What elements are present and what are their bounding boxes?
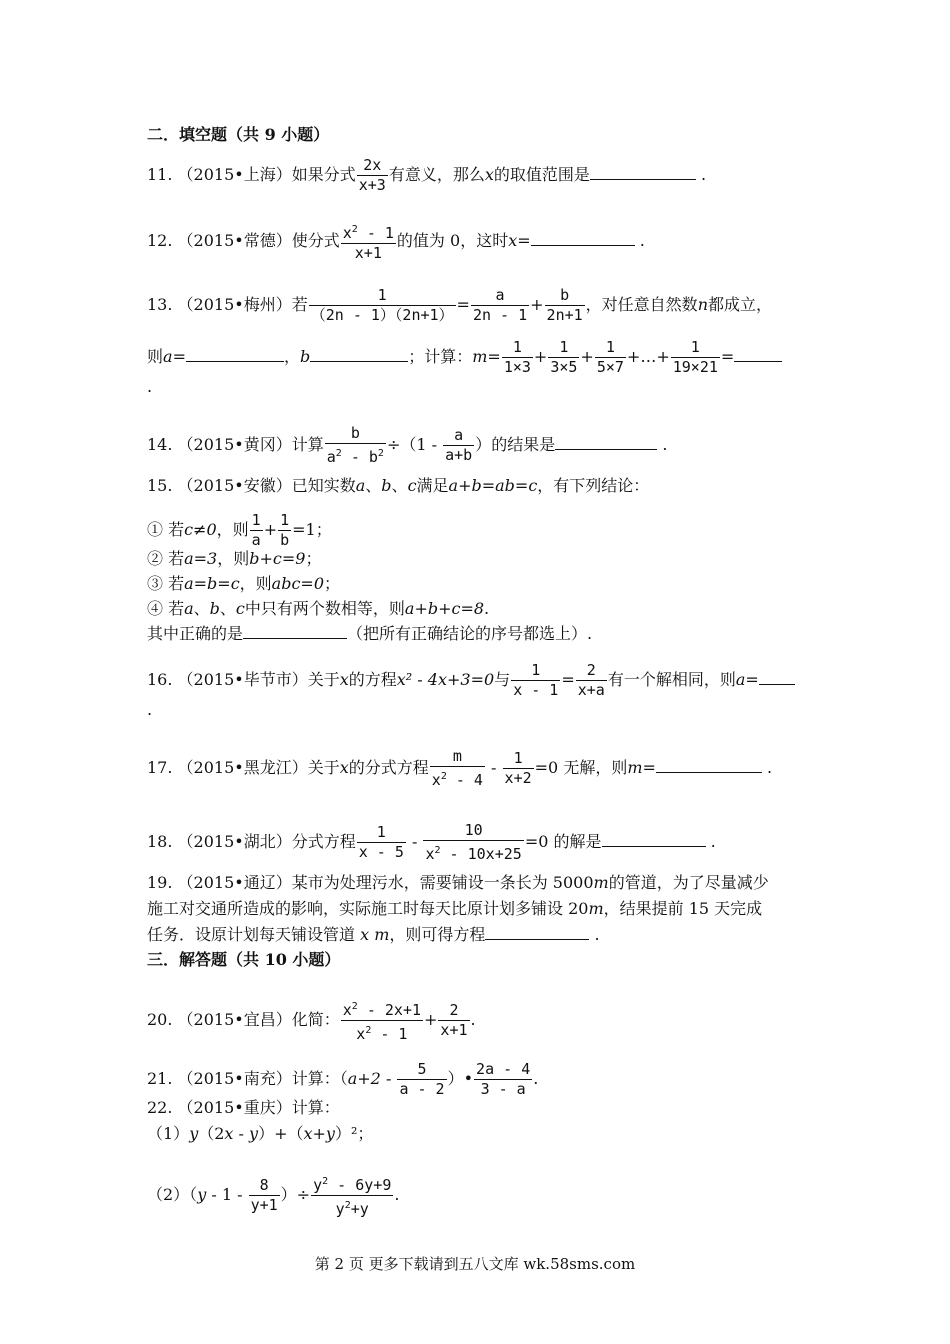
- plus: +: [424, 1010, 438, 1029]
- answer-blank[interactable]: [759, 670, 795, 685]
- question-number: 20.: [147, 1010, 173, 1029]
- fraction: [249, 1177, 280, 1214]
- answer-blank[interactable]: [485, 925, 589, 940]
- den-base: x: [356, 1025, 366, 1043]
- denominator: [341, 1021, 423, 1043]
- fraction: [471, 287, 529, 324]
- numerator: 10: [423, 822, 523, 841]
- section-heading-solve: 三．解答题（共 10 小题）: [147, 950, 341, 969]
- numerator: 1: [671, 339, 720, 358]
- plus: +: [530, 295, 544, 314]
- q11-text2: 有意义，那么: [388, 165, 485, 184]
- condition: c≠0: [184, 520, 217, 539]
- denominator: x+2: [504, 769, 532, 787]
- condition: a=b=c: [184, 574, 240, 593]
- fraction: [423, 822, 523, 863]
- num-tail: - 6y+9: [328, 1176, 392, 1194]
- den-base: a: [326, 448, 336, 466]
- fraction: [511, 662, 560, 699]
- variable-b: b: [299, 347, 311, 366]
- variable: x: [224, 1124, 234, 1143]
- answer-blank[interactable]: [531, 231, 635, 246]
- question-source: （2015•湖北）: [177, 832, 292, 851]
- fraction: [357, 824, 406, 861]
- denominator: x+1: [440, 1021, 468, 1039]
- numerator: 1: [503, 750, 534, 769]
- den-tail: +y: [350, 1200, 369, 1218]
- exponent: 2: [377, 448, 384, 459]
- option-label: ④ 若: [147, 599, 185, 618]
- q19-line3b: ，则可得方程: [389, 925, 486, 944]
- question-15: [147, 476, 649, 496]
- question-source: （2015•黑龙江）: [177, 758, 308, 777]
- denominator: [423, 841, 523, 863]
- semicolon: ；: [324, 574, 341, 593]
- denominator: 1×3: [503, 358, 531, 376]
- q19-line2b: ，结果提前 15 天完成: [603, 899, 763, 918]
- num-tail: - 1: [357, 224, 394, 242]
- numerator: 8: [249, 1177, 280, 1196]
- q13-text3: 都成立，: [708, 295, 773, 314]
- numerator: 1: [502, 339, 533, 358]
- numerator: 1: [548, 339, 579, 358]
- option-label: ① 若: [147, 520, 185, 539]
- plus: +: [263, 520, 278, 539]
- question-source: （2015•宜昌）: [177, 1010, 292, 1029]
- expr-part: - 1 -: [206, 1185, 248, 1204]
- answer-blank-b[interactable]: [310, 347, 408, 362]
- denominator: 2n - 1: [472, 306, 528, 324]
- result: =1；: [292, 520, 332, 539]
- question-source: （2015•重庆）: [177, 1098, 292, 1117]
- fraction: [325, 425, 386, 466]
- denominator: （2n - 1）（2n+1）: [310, 306, 454, 324]
- part-label: （1）: [147, 1124, 190, 1143]
- equals: =: [456, 295, 470, 314]
- den-base: x: [431, 771, 441, 789]
- den-tail: - 1: [371, 1025, 408, 1043]
- expr-end: ）²；: [334, 1124, 374, 1143]
- numerator: [311, 1173, 393, 1196]
- variable-c: c: [235, 599, 245, 618]
- answer-blank[interactable]: [555, 435, 657, 450]
- variable-a: a: [163, 347, 173, 366]
- numerator: 5: [397, 1061, 446, 1080]
- variable: y: [197, 1185, 207, 1204]
- question-source: （2015•通辽）: [177, 873, 292, 892]
- q20-text: 化简：: [291, 1010, 340, 1029]
- exponent: 2: [440, 771, 447, 782]
- q15-option-4: [147, 599, 489, 619]
- condition: a+b=ab=c: [448, 476, 538, 495]
- question-number: 16.: [147, 670, 173, 689]
- conclusion-hint: （把所有正确结论的序号都选上）.: [347, 624, 593, 643]
- numerator: b: [325, 425, 386, 444]
- result: a+b+c=8: [404, 599, 485, 618]
- denominator: a+b: [445, 446, 473, 464]
- q12-text2: 的值为 0，这时: [396, 231, 509, 250]
- expr-part: ）+（: [258, 1124, 304, 1143]
- variable: x: [339, 758, 349, 777]
- num-base: x: [342, 224, 352, 242]
- exponent: 2: [365, 1025, 372, 1036]
- den-mid: - b: [341, 448, 378, 466]
- question-14: [147, 425, 667, 466]
- numerator: 1: [251, 511, 261, 529]
- fraction: [503, 750, 534, 787]
- separator: 、: [219, 599, 236, 618]
- fraction: [595, 339, 626, 376]
- question-number: 13.: [147, 295, 173, 314]
- answer-blank[interactable]: [602, 832, 706, 847]
- minus: -: [406, 832, 423, 851]
- separator: 、: [391, 476, 408, 495]
- period: .: [767, 758, 773, 777]
- den-tail: - 10x+25: [440, 845, 522, 863]
- fraction: [548, 339, 579, 376]
- question-source: （2015•毕节市）: [177, 670, 308, 689]
- fraction: [357, 157, 388, 194]
- variable: y: [189, 1124, 199, 1143]
- exponent: 2: [322, 1176, 329, 1187]
- fraction: [309, 287, 456, 324]
- comma: ，: [283, 347, 300, 366]
- equals: =: [745, 670, 759, 689]
- q11-text3: 的取值范围是: [493, 165, 590, 184]
- numerator: 1: [280, 511, 290, 529]
- den-tail: - 4: [446, 771, 483, 789]
- question-21: [147, 1061, 538, 1098]
- q15-option-1: [147, 512, 332, 549]
- fraction: [545, 287, 585, 324]
- then: ，则: [239, 574, 272, 593]
- numerator: [341, 998, 423, 1021]
- q14-text2: ）的结果是: [475, 435, 556, 454]
- answer-blank-a[interactable]: [186, 347, 284, 362]
- variable-c: c: [407, 476, 417, 495]
- equals: =: [172, 347, 186, 366]
- question-source: （2015•常德）: [177, 231, 292, 250]
- variable-a: a: [184, 599, 194, 618]
- question-13-line-2: 则a= ，b ；计算：m= $\frac{1}{1\times 3}$ + $\frac{1}{3\times 5}$ + $\frac{1}{5\times 7}$ +…+ $\frac{1}{19\times 21}$ =: [147, 339, 782, 376]
- numerator: 2x: [357, 157, 388, 176]
- q16-text2: 的方程: [348, 670, 397, 689]
- numerator: [341, 221, 396, 244]
- q22-text: 计算：: [291, 1098, 340, 1117]
- denominator: x - 5: [358, 843, 404, 861]
- q15-conclusion: [147, 624, 592, 644]
- denominator: x - 1: [513, 681, 559, 699]
- period: .: [639, 231, 645, 250]
- exponent: 2: [335, 448, 342, 459]
- question-16: [147, 662, 795, 699]
- compute-label: ；计算：: [408, 347, 473, 366]
- q15-text3: ，有下列结论：: [537, 476, 650, 495]
- variable-a: a: [355, 476, 366, 495]
- expression: x+y: [303, 1124, 335, 1143]
- page-footer: 第 2 页 更多下载请到五八文库 wk.58sms.com: [314, 1255, 636, 1273]
- denominator: x+3: [358, 176, 386, 194]
- result: b+c=9: [249, 549, 306, 568]
- denominator: a: [251, 531, 261, 549]
- fraction: [311, 1173, 393, 1218]
- close-paren-dot: ）•: [447, 1069, 474, 1088]
- numerator: 2: [576, 662, 607, 681]
- question-number: 14.: [147, 435, 173, 454]
- question-source: （2015•安徽）: [177, 476, 292, 495]
- variable-a: a: [735, 670, 746, 689]
- q12-text3: =: [517, 231, 531, 250]
- q16-text4: 有一个解相同，则: [607, 670, 736, 689]
- minus: -: [233, 1124, 250, 1143]
- question-11: [147, 157, 706, 194]
- unit-m: m: [374, 925, 390, 944]
- ellipsis: +…+: [626, 347, 670, 366]
- unit-m: m: [593, 873, 609, 892]
- exponent: 2: [344, 1200, 351, 1211]
- condition: a=3: [184, 549, 218, 568]
- then: ，则: [216, 520, 249, 539]
- denominator: 3×5: [550, 358, 578, 376]
- fraction: [671, 339, 720, 376]
- divide: ）÷: [280, 1185, 311, 1204]
- num-tail: - 2x+1: [357, 1001, 422, 1019]
- q19-line1b: 的管道，为了尽量减少: [608, 873, 769, 892]
- q17-text: 关于: [307, 758, 340, 777]
- denominator: [325, 444, 386, 466]
- q15-text: 已知实数: [291, 476, 356, 495]
- q18-text: 分式方程: [291, 832, 356, 851]
- q15-text2: 满足: [416, 476, 449, 495]
- numerator: 1: [511, 662, 560, 681]
- denominator: [311, 1196, 393, 1218]
- answer-blank[interactable]: [243, 624, 347, 639]
- exponent: 2: [434, 845, 441, 856]
- q19-line2: 施工对交通所造成的影响，实际施工时每天比原计划多铺设 20: [147, 899, 589, 918]
- question-19-line-3: [147, 925, 600, 945]
- variable-b: b: [381, 476, 392, 495]
- denominator: b: [280, 531, 290, 549]
- variable: x: [339, 670, 349, 689]
- q13-text2: ，对任意自然数: [585, 295, 698, 314]
- option-label: ③ 若: [147, 574, 185, 593]
- question-12: [147, 221, 645, 262]
- period: .: [662, 435, 668, 454]
- denominator: x+1: [354, 244, 382, 262]
- q17-text3: =0 无解，则: [534, 758, 628, 777]
- question-number: 11.: [147, 165, 173, 184]
- denominator: x+a: [577, 681, 605, 699]
- q15-option-3: [147, 574, 340, 594]
- variable-b: b: [209, 599, 220, 618]
- question-18: [147, 822, 716, 863]
- section-heading-fill-in: 二．填空题（共 9 小题）: [147, 125, 330, 144]
- num-base: x: [342, 1001, 352, 1019]
- period: .: [470, 1010, 476, 1029]
- q16-text: 关于: [307, 670, 340, 689]
- variable: x: [360, 925, 370, 944]
- fraction: [576, 662, 607, 699]
- answer-blank[interactable]: [656, 758, 762, 773]
- numerator: a: [471, 287, 529, 306]
- period: .: [484, 599, 490, 618]
- q13-text: 若: [291, 295, 308, 314]
- question-number: 21.: [147, 1069, 173, 1088]
- question-19: [147, 873, 769, 893]
- q12-text: 使分式: [291, 231, 340, 250]
- numerator: 2: [438, 1002, 469, 1021]
- separator: 、: [193, 599, 210, 618]
- denominator: a - 2: [399, 1080, 445, 1098]
- expression: a+2 -: [347, 1069, 397, 1088]
- q19-line1: 某市为处理污水，需要铺设一条长为 5000: [291, 873, 594, 892]
- fraction: [502, 339, 533, 376]
- answer-blank-m[interactable]: [734, 347, 782, 362]
- fraction: [250, 512, 263, 549]
- variable: x: [484, 165, 494, 184]
- divide: ÷（1 -: [386, 435, 443, 454]
- denominator: y+1: [250, 1196, 278, 1214]
- exponent: 2: [351, 224, 358, 235]
- minus: -: [485, 758, 502, 777]
- expr-part: （2: [198, 1124, 225, 1143]
- variable-m: m: [627, 758, 643, 777]
- question-number: 22.: [147, 1098, 173, 1117]
- q13-then: 则: [147, 347, 164, 366]
- denominator: [430, 767, 485, 789]
- equals: =: [642, 758, 656, 777]
- q19-line3: 任务．设原计划每天铺设管道: [147, 925, 356, 944]
- variable: y: [249, 1124, 259, 1143]
- question-13: [147, 287, 772, 324]
- variable: n: [697, 295, 708, 314]
- denominator: 3 - a: [480, 1080, 526, 1098]
- unit-m: m: [588, 899, 604, 918]
- part-label: （2）（: [147, 1185, 198, 1204]
- numerator: a: [443, 427, 474, 446]
- q15-option-2: [147, 549, 321, 569]
- den-base: y: [335, 1200, 345, 1218]
- num-base: y: [313, 1176, 323, 1194]
- numerator: m: [430, 748, 485, 767]
- period: .: [700, 165, 707, 184]
- fraction: [397, 1061, 446, 1098]
- q13-period: .: [147, 377, 153, 396]
- denominator: 2n+1: [546, 306, 583, 324]
- q14-text: 计算: [291, 435, 324, 454]
- numerator: b: [545, 287, 585, 306]
- variable-m: m: [472, 347, 488, 366]
- conclusion-text: 其中正确的是: [147, 624, 244, 643]
- numerator: 1: [309, 287, 456, 306]
- exponent: 2: [351, 1001, 358, 1012]
- variable: x: [508, 231, 518, 250]
- period: .: [710, 832, 716, 851]
- question-22: [147, 1098, 340, 1118]
- fraction: [278, 512, 291, 549]
- equals: =: [487, 347, 501, 366]
- semicolon: ；: [305, 549, 322, 568]
- q21-text: 计算：（: [291, 1069, 348, 1088]
- question-source: （2015•黄冈）: [177, 435, 292, 454]
- numerator: 2a - 4: [476, 1060, 531, 1078]
- period: .: [594, 925, 600, 944]
- question-number: 19.: [147, 873, 173, 892]
- equals: =: [720, 347, 735, 366]
- question-number: 15.: [147, 476, 173, 495]
- question-number: 17.: [147, 758, 173, 777]
- q18-text2: =0 的解是: [524, 832, 602, 851]
- q11-text: 如果分式: [291, 165, 356, 184]
- then: ，则: [217, 549, 250, 568]
- question-number: 12.: [147, 231, 173, 250]
- den-base: x: [425, 845, 435, 863]
- denominator: 19×21: [672, 358, 718, 376]
- question-20: [147, 998, 476, 1043]
- question-number: 18.: [147, 832, 173, 851]
- condition-text: 中只有两个数相等，则: [244, 599, 405, 618]
- fraction: [430, 748, 485, 789]
- equals: =: [561, 670, 575, 689]
- numerator: 1: [357, 824, 406, 843]
- question-source: （2015•南充）: [177, 1069, 292, 1088]
- numerator: 1: [595, 339, 626, 358]
- option-label: ② 若: [147, 549, 185, 568]
- equation: x² - 4x+3=0: [396, 670, 495, 689]
- question-source: （2015•梅州）: [177, 295, 292, 314]
- question-19-line-2: [147, 899, 762, 919]
- question-source: （2015•上海）: [177, 165, 292, 184]
- q16-text3: 与: [494, 670, 511, 689]
- result: abc=0: [271, 574, 324, 593]
- period: .: [394, 1185, 400, 1204]
- q22-part-1: [147, 1124, 373, 1144]
- period: .: [533, 1069, 539, 1088]
- q17-text2: 的分式方程: [348, 758, 429, 777]
- fraction: [341, 221, 396, 262]
- fraction: [474, 1061, 532, 1098]
- denominator: 5×7: [596, 358, 624, 376]
- q16-period: .: [147, 700, 153, 719]
- q22-part-2: [147, 1173, 399, 1218]
- question-17: [147, 748, 772, 789]
- separator: 、: [365, 476, 382, 495]
- fraction: [443, 427, 474, 464]
- answer-blank[interactable]: [590, 165, 696, 180]
- fraction: [438, 1002, 469, 1039]
- fraction: [341, 998, 423, 1043]
